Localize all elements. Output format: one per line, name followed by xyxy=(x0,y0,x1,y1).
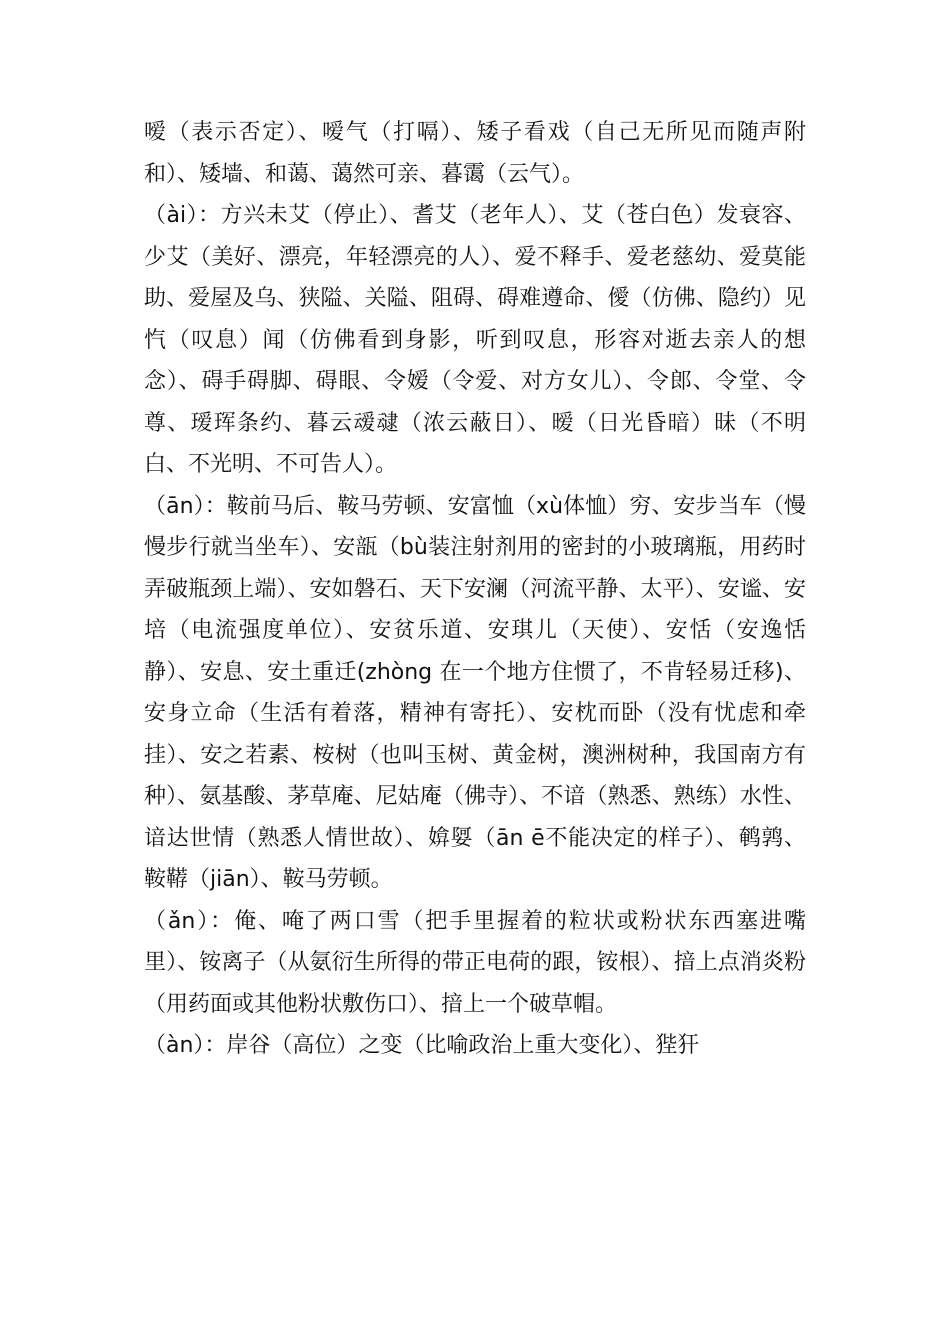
paragraph-an-3: （ǎn）：俺、唵了两口雪（把手里握着的粒状或粉状东西塞进嘴里）、铵离子（从氨衍生所得的带正电荷的跟，铵根）、揞上点消炎粉（用药面或其他粉状敷伤口）、揞上一个破草帽。 xyxy=(144,908,806,1017)
paragraph-an-4: （àn）：岸谷（高位）之变（比喻政治上重大变化）、狴犴 xyxy=(144,1033,700,1058)
paragraph-ai-4: （ài）：方兴未艾（停止）、耆艾（老年人）、艾（苍白色）发衰容、少艾（美好、漂亮，年轻漂亮的人）、爱不释手、爱老慈幼、爱莫能助、爱屋及乌、狭隘、关隘、阻碍、碍难遵命、僾（仿佛、隐约）见忾（叹息）闻（仿佛看到身影，听到叹息，形容对逝去亲人的想念）、碍手碍脚、碍眼、令嫒（令爱、对方女儿）、令郎、令堂、令尊、瑷珲条约、暮云叆叇（浓云蔽日）、暧（日光昏暗）昧（不明白、不光明、不可告人）。 xyxy=(144,203,806,477)
paragraph-an-1: （ān）：鞍前马后、鞍马劳顿、安富恤（xù体恤）穷、安步当车（慢慢步行就当坐车）、安瓿（bù装注射剂用的密封的小玻璃瓶，用药时弄破瓶颈上端）、安如磐石、天下安澜（河流平静、太平）、安谧、安培（电流强度单位）、安贫乐道、安琪儿（天使）、安恬（安逸恬静）、安息、安土重迁(zhòng 在一个地方住惯了，不肯轻易迁移)、安身立命（生活有着落，精神有寄托）、安枕而卧（没有忧虑和牵挂）、安之若素、桉树（也叫玉树、黄金树，澳洲树种，我国南方有种）、氨基酸、茅草庵、尼姑庵（佛寺）、不谙（熟悉、熟练）水性、谙达世情（熟悉人情世故）、媕娿（ān ē不能决定的样子）、鹌鹑、鞍鞯（jiān）、鞍马劳顿。 xyxy=(144,493,806,892)
document-body xyxy=(144,112,806,1067)
paragraph-ai-3: 嗳（表示否定）、嗳气（打嗝）、矮子看戏（自己无所见而随声附和）、矮墙、和蔼、蔼然可亲、暮霭（云气）。 xyxy=(144,120,806,187)
